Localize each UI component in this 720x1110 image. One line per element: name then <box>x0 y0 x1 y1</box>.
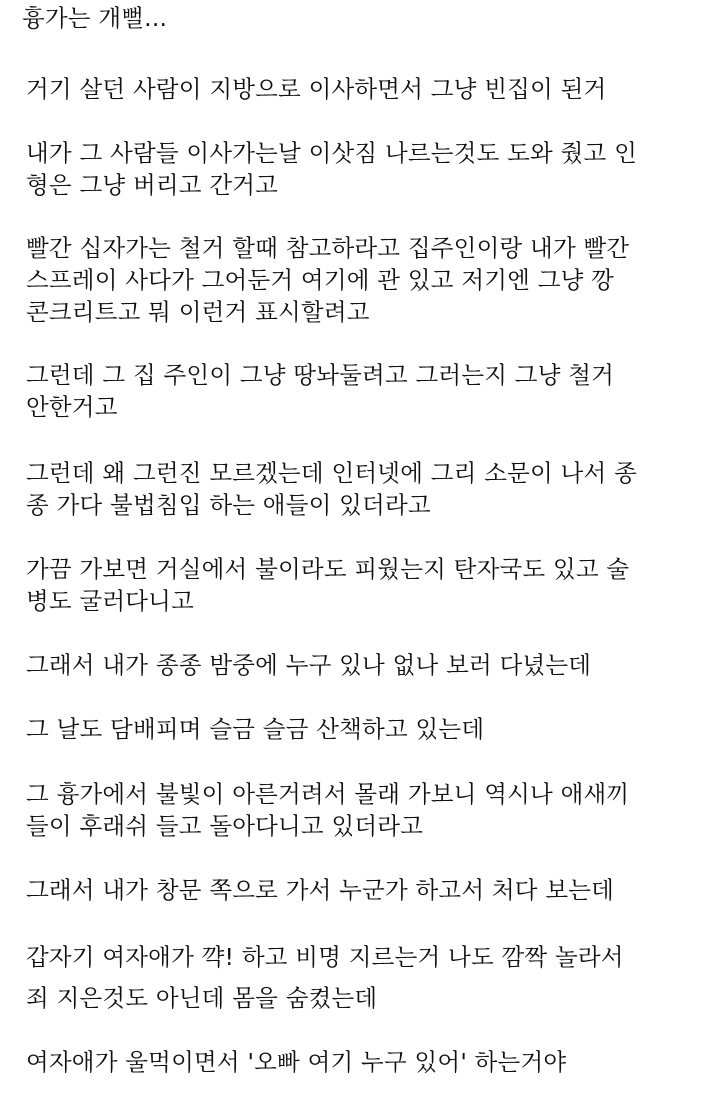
paragraph-line: 안한거고 <box>26 393 118 421</box>
paragraph-line: 콘크리트고 뭐 이런거 표시할려고 <box>26 298 370 326</box>
paragraph-line: 형은 그냥 버리고 간거고 <box>26 171 279 199</box>
paragraph-line: 병도 굴러다니고 <box>26 587 194 615</box>
paragraph-line: 그런데 그 집 주인이 그냥 땅놔둘려고 그러는지 그냥 철거 <box>26 361 615 389</box>
paragraph-line: 죄 지은것도 아닌데 몸을 숨켰는데 <box>26 984 378 1012</box>
paragraph-line: 여자애가 울먹이면서 '오빠 여기 누구 있어' 하는거야 <box>26 1048 567 1076</box>
paragraph-line: 그런데 왜 그런진 모르겠는데 인터넷에 그리 소문이 나서 종 <box>26 459 637 487</box>
document-title: 흉가는 개뻘... <box>22 4 168 32</box>
paragraph-line: 가끔 가보면 거실에서 불이라도 피웠는지 탄자국도 있고 술 <box>26 555 630 583</box>
paragraph-line: 그 흉가에서 불빛이 아른거려서 몰래 가보니 역시나 애새끼 <box>26 780 630 808</box>
paragraph-line: 스프레이 사다가 그어둔거 여기에 관 있고 저기엔 그냥 깡 <box>26 266 615 294</box>
paragraph-line: 갑자기 여자애가 꺅! 하고 비명 지르는거 나도 깜짝 놀라서 <box>26 943 624 971</box>
paragraph-line: 종 가다 불법침입 하는 애들이 있더라고 <box>26 491 431 519</box>
paragraph-line: 내가 그 사람들 이사가는날 이삿짐 나르는것도 도와 줬고 인 <box>26 139 637 167</box>
paragraph-line: 그래서 내가 종종 밤중에 누구 있나 없나 보러 다녔는데 <box>26 651 592 679</box>
paragraph-line: 빨간 십자가는 철거 할때 참고하라고 집주인이랑 내가 빨간 <box>26 234 630 262</box>
paragraph-line: 그래서 내가 창문 쪽으로 가서 누군가 하고서 처다 보는데 <box>26 876 615 904</box>
paragraph-line: 거기 살던 사람이 지방으로 이사하면서 그냥 빈집이 된거 <box>26 75 607 103</box>
paragraph-line: 그 날도 담배피며 슬금 슬금 산책하고 있는데 <box>26 715 485 743</box>
paragraph-line: 들이 후래쉬 들고 돌아다니고 있더라고 <box>26 812 424 840</box>
